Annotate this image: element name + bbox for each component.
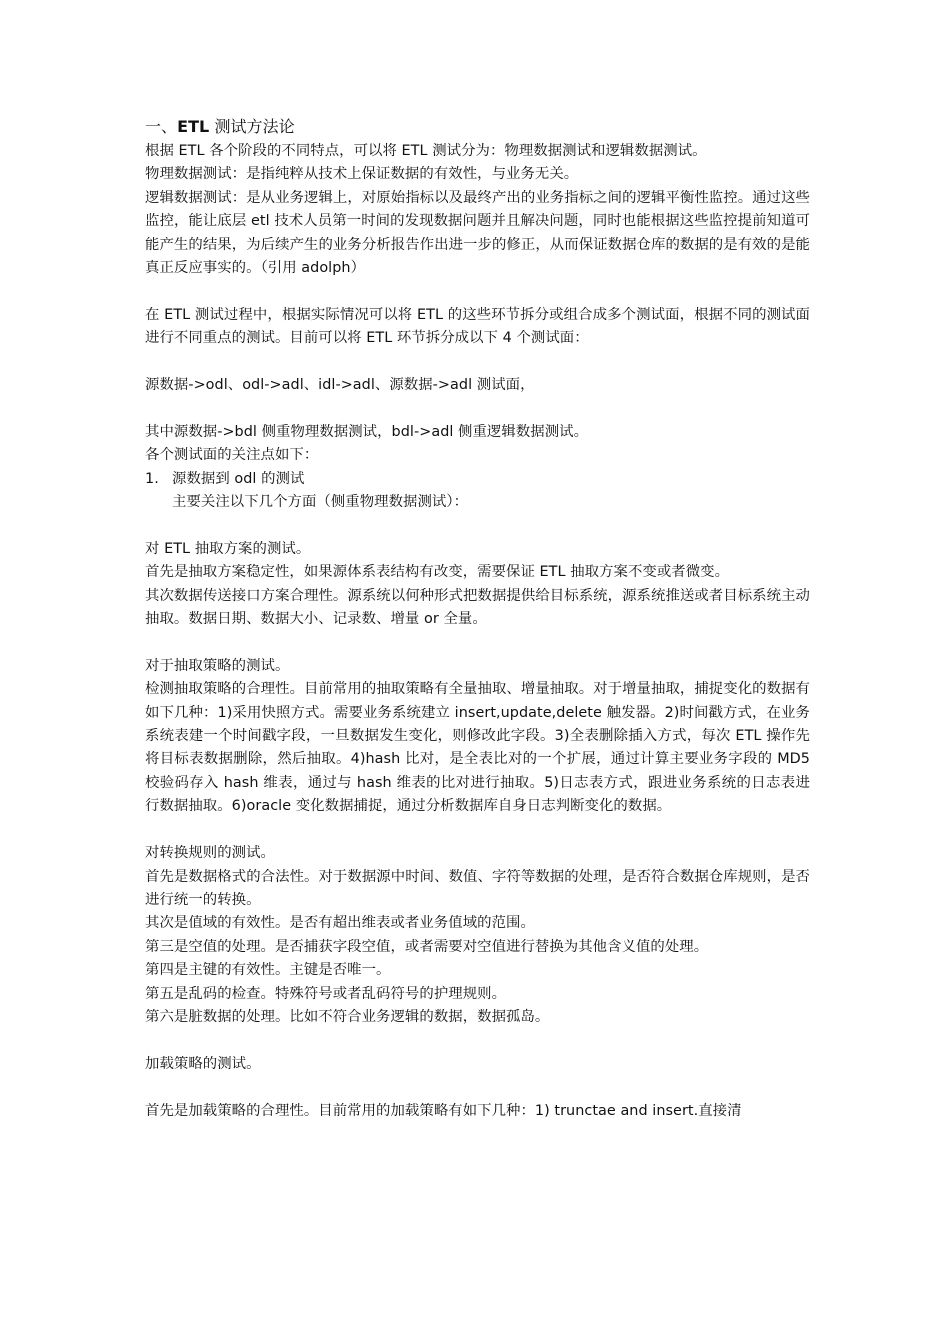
blank-line [145, 1076, 810, 1099]
heading-bold: ETL [177, 117, 210, 136]
transform-rules-paragraph-4: 第四是主键的有效性。主键是否唯一。 [145, 962, 391, 979]
list-item [145, 468, 810, 491]
blank-line [145, 819, 810, 842]
focus-paragraph-2: 各个测试面的关注点如下： [145, 447, 319, 464]
blank-line [145, 1029, 810, 1052]
load-strategy-title: 加载策略的测试。 [145, 1055, 261, 1072]
list-number: 1. [145, 470, 159, 487]
blank-line [145, 631, 810, 654]
focus-paragraph-1: 其中源数据->bdl 侧重物理数据测试，bdl->adl 侧重逻辑数据测试。 [145, 423, 589, 440]
extract-scheme-paragraph-2: 其次数据传送接口方案合理性。源系统以何种形式把数据提供给目标系统，源系统推送或者目标系统主动抽取。数据日期、数据大小、记录数、增量 or 全量。 [145, 587, 810, 628]
surfaces-paragraph: 源数据->odl、odl->adl、idl->adl、源数据->adl 测试面， [145, 377, 535, 394]
transform-rules-paragraph-6: 第六是脏数据的处理。比如不符合业务逻辑的数据，数据孤岛。 [145, 1008, 550, 1025]
extract-scheme-paragraph-1: 首先是抽取方案稳定性，如果源体系表结构有改变，需要保证 ETL 抽取方案不变或者微变。 [145, 564, 730, 581]
transform-rules-paragraph-2: 其次是值域的有效性。是否有超出维表或者业务值域的范围。 [145, 915, 535, 932]
intro-paragraph-2: 物理数据测试：是指纯粹从技术上保证数据的有效性，与业务无关。 [145, 166, 579, 183]
transform-rules-paragraph-1: 首先是数据格式的合法性。对于数据源中时间、数值、字符等数据的处理，是否符合数据仓库规则，是否进行统一的转换。 [145, 868, 810, 908]
extract-strategy-paragraph: 检测抽取策略的合理性。目前常用的抽取策略有全量抽取、增量抽取。对于增量抽取，捕捉变化的数据有如下几种：1)采用快照方式。需要业务系统建立 insert,update,delete 触发器。2)时间戳方式，在业务系统表建一个时间戳字段，一旦数据发生变化，则修改此字段。3)全表删除插入方式，每次 ETL 操作先将目标表数据删除，然后抽取。4)hash 比对，是全表比对的一个扩展，通过计算主要业务字段的 MD5 校验码存入 hash 维表，通过与 hash 维表的比对进行抽取。5)日志表方式，跟进业务系统的日志表进行数据抽取。6)oracle 变化数据捕捉，通过分析数据库自身日志判断变化的数据。 [145, 681, 810, 815]
load-strategy-paragraph: 首先是加载策略的合理性。目前常用的加载策略有如下几种：1) trunctae and insert.直接清 [145, 1102, 742, 1119]
intro-paragraph-1: 根据 ETL 各个阶段的不同特点，可以将 ETL 测试分为：物理数据测试和逻辑数据测试。 [145, 143, 707, 159]
blank-line [145, 351, 810, 374]
heading-prefix: 一、 [145, 117, 178, 136]
intro-paragraph-3: 逻辑数据测试：是从业务逻辑上，对原始指标以及最终产出的业务指标之间的逻辑平衡性监控。通过这些监控，能让底层 etl 技术人员第一时间的发现数据问题并且解决问题，同时也能根据这些监控提前知道可能产生的结果，为后续产生的业务分析报告作出进一步的修正，从而保证数据仓库的数据的是有效的是能真正反应事实的。（引用 adolph） [145, 189, 810, 277]
section-heading [145, 114, 810, 140]
blank-line [145, 280, 810, 303]
transform-rules-title: 对转换规则的测试。 [145, 845, 275, 862]
extract-strategy-title: 对于抽取策略的测试。 [145, 657, 290, 674]
heading-rest: 测试方法论 [209, 117, 295, 136]
extract-scheme-title: 对 ETL 抽取方案的测试。 [145, 540, 311, 557]
blank-line [145, 397, 810, 420]
blank-line [145, 514, 810, 537]
transform-rules-paragraph-3: 第三是空值的处理。是否捕获字段空值，或者需要对空值进行替换为其他含义值的处理。 [145, 938, 709, 955]
document-page [145, 114, 810, 1123]
process-paragraph: 在 ETL 测试过程中，根据实际情况可以将 ETL 的这些环节拆分或组合成多个测试面，根据不同的测试面进行不同重点的测试。目前可以将 ETL 环节拆分成以下 4 个测试面： [145, 306, 810, 347]
list-item-sub: 主要关注以下几个方面（侧重物理数据测试）： [172, 494, 469, 511]
transform-rules-paragraph-5: 第五是乱码的检查。特殊符号或者乱码符号的护理规则。 [145, 985, 507, 1002]
list-item-text: 源数据到 odl 的测试 [172, 470, 305, 487]
